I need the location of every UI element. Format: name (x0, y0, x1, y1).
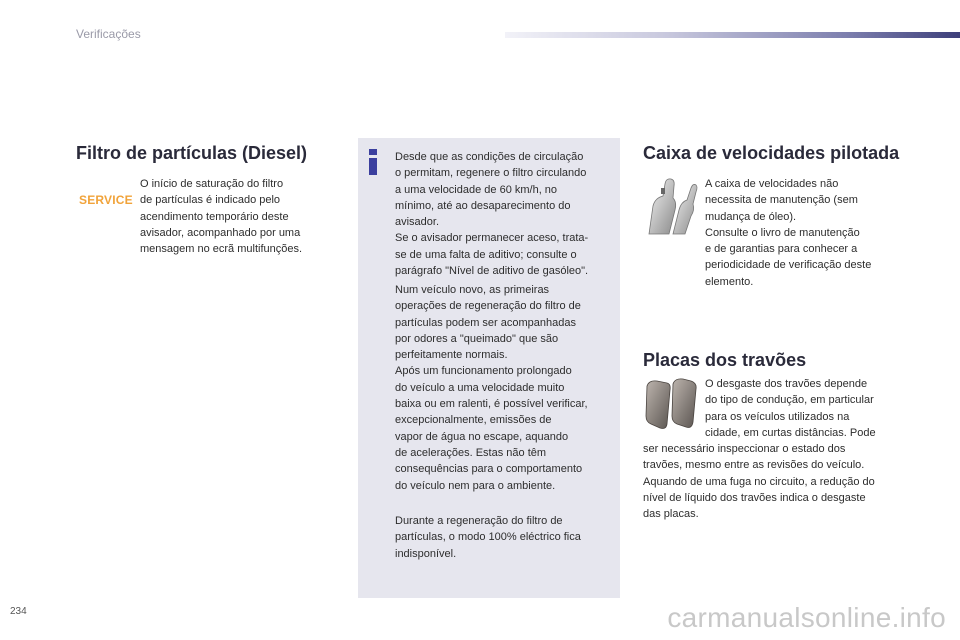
header-gradient-bar (505, 32, 960, 38)
caixa-text: A caixa de velocidades não necessita de manutenção (sem mudança de óleo). Consulte o livro de manutenção e de garantias para conhecer a periodicidade de verificação deste elemento. (705, 178, 872, 288)
info-paragraph-2: Num veículo novo, as primeiras operações de regeneração do filtro de partículas podem ser acompanhadas por odores a "queimado" que são perfeitamente normais. Após um funcionamento prolongado do veículo a uma velocidade muito baixa ou em ralenti, é possível verificar, excepcionalmente, emissões de vapor de água no escape, aquando de acelerações. Estas não têm consequências para o comportamento do veículo nem para o ambiente. (395, 284, 588, 492)
page-number: 234 (10, 606, 27, 617)
placas-text-1: O desgaste dos travões depende do tipo de condução, em particular para os veículos utilizados na cidade, em curtas distâncias. Pode (705, 378, 876, 439)
service-warning-icon: SERVICE (79, 193, 133, 207)
info-paragraph-1: Desde que as condições de circulação o permitam, regenere o filtro circulando a uma velocidade de 60 km/h, no mínimo, até ao desaparecimento do avisador. Se o avisador permanecer aceso, trata- se de uma falta de aditivo; consulte o parágrafo "Nível de aditivo de gasóleo". (395, 151, 589, 278)
caixa-title: Caixa de velocidades pilotada (643, 143, 900, 163)
section-header-label: Verificações (76, 27, 141, 41)
info-paragraph-3: Durante a regeneração do filtro de partículas, o modo 100% eléctrico fica indisponível. (395, 515, 581, 560)
brake-pads-icon (643, 376, 699, 432)
info-icon (366, 149, 380, 175)
gear-selector-icon (643, 176, 699, 236)
placas-text-2: ser necessário inspeccionar o estado dos travões, mesmo entre as revisões do veículo. Aquando de uma fuga no circuito, a redução do nível de líquido dos travões indica o desgaste das placas. (643, 443, 875, 521)
watermark: carmanualsonline.info (667, 602, 946, 633)
filtro-text: O início de saturação do filtro de partículas é indicado pelo acendimento temporário deste avisador, acompanhado por uma mensagem no ecrã multifunções. (140, 178, 303, 256)
placas-title: Placas dos travões (643, 350, 807, 370)
filtro-title: Filtro de partículas (Diesel) (76, 143, 308, 163)
